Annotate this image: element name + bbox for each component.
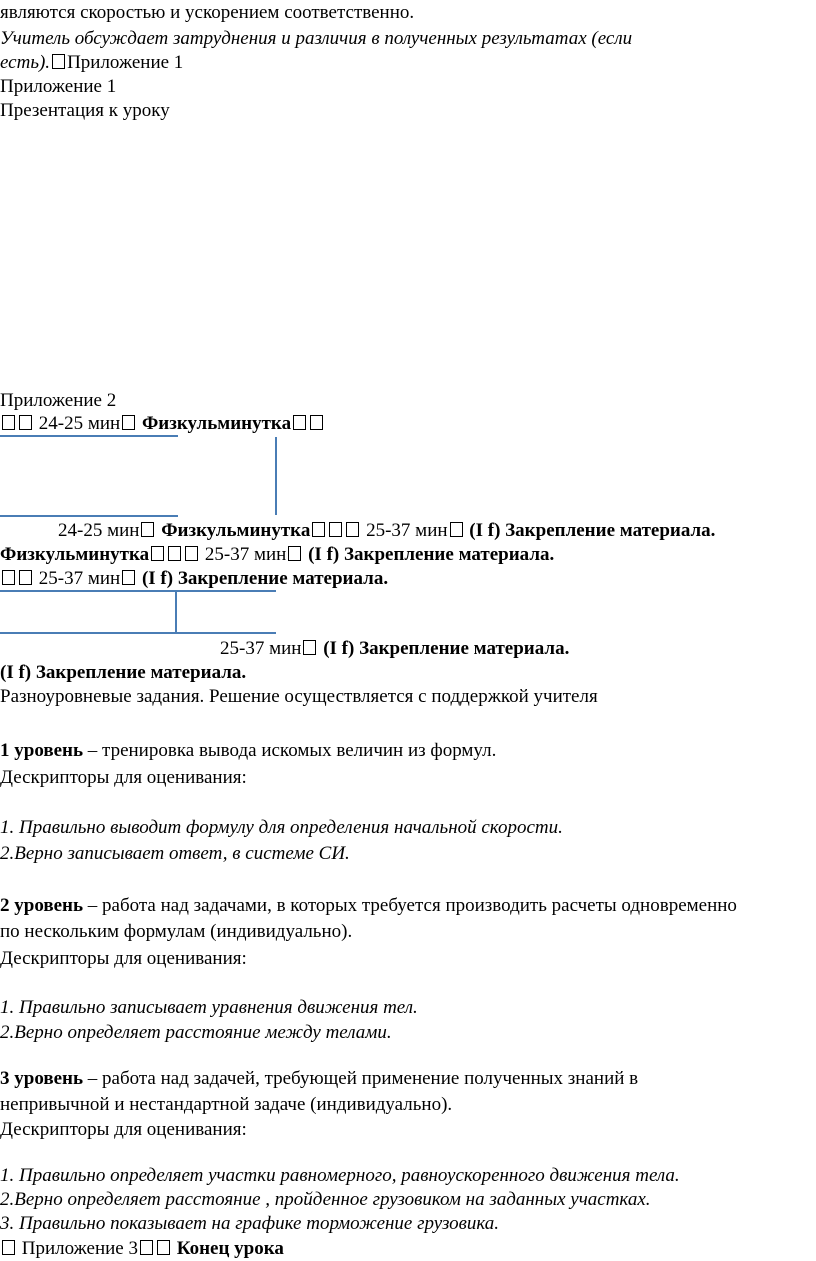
stage-line [0, 568, 388, 590]
descriptor-item: 1. Правильно записывает уравнения движения тел. [0, 997, 418, 1018]
missing-glyph-icon [329, 522, 342, 537]
diagram-rule [0, 515, 178, 517]
stage-time: 25-37 мин [220, 638, 302, 659]
descriptor-item: 1. Правильно выводит формулу для определения начальной скорости. [0, 817, 563, 838]
missing-glyph-icon [19, 415, 32, 430]
presentation-heading: Презентация к уроку [0, 100, 170, 121]
level-3 [0, 1068, 638, 1090]
missing-glyph-icon [122, 415, 135, 430]
missing-glyph-icon [288, 546, 301, 561]
descriptor-item: 1. Правильно определяет участки равномерного, равноускоренного движения тела. [0, 1165, 680, 1186]
missing-glyph-icon [450, 522, 463, 537]
missing-glyph-icon [122, 570, 135, 585]
text-line: Разноуровневые задания. Решение осуществляется с поддержкой учителя [0, 686, 598, 707]
missing-glyph-icon [2, 1240, 15, 1255]
stage-time: 24-25 мин [38, 413, 121, 434]
missing-glyph-icon [312, 522, 325, 537]
diagram-rule [175, 592, 177, 632]
descriptor-item: 2.Верно записывает ответ, в системе СИ. [0, 843, 350, 864]
stage-time: 24-25 мин [58, 520, 140, 541]
stage-title: Физкульминутка [161, 520, 311, 541]
missing-glyph-icon [52, 54, 65, 69]
descriptors-heading: Дескрипторы для оценивания: [0, 767, 247, 788]
missing-glyph-icon [141, 522, 154, 537]
level-text: – работа над задачами, в которых требуется производить расчеты одновременно [83, 895, 737, 916]
missing-glyph-icon [303, 640, 316, 655]
level-text: – работа над задачей, требующей применение полученных знаний в [83, 1068, 639, 1089]
descriptors-heading: Дескрипторы для оценивания: [0, 948, 247, 969]
stage-line [220, 638, 569, 660]
stage-time: 25-37 мин [204, 544, 287, 565]
stage-title: (I f) Закрепление материала. [141, 568, 389, 589]
missing-glyph-icon [185, 546, 198, 561]
text-line [0, 52, 183, 74]
appendix-ref: Приложение 1 [67, 52, 184, 73]
missing-glyph-icon [157, 1240, 170, 1255]
descriptor-item: 2.Верно определяет расстояние , пройденное грузовиком на заданных участках. [0, 1189, 651, 1210]
stage-line [58, 520, 715, 542]
appendix-heading: Приложение 2 [0, 390, 117, 411]
diagram-rule [0, 435, 178, 437]
stage-time: 25-37 мин [366, 520, 448, 541]
stage-time: 25-37 мин [38, 568, 121, 589]
level-text: – тренировка вывода искомых величин из формул. [83, 740, 497, 761]
appendix-heading: Приложение 1 [0, 76, 117, 97]
missing-glyph-icon [310, 415, 323, 430]
stage-line [0, 544, 554, 566]
missing-glyph-icon [151, 546, 164, 561]
diagram-rule [0, 590, 276, 592]
text-line-italic: Учитель обсуждает затруднения и различия в полученных результатах (если [0, 28, 633, 49]
diagram-rule [0, 632, 276, 634]
missing-glyph-icon [140, 1240, 153, 1255]
level-label: 2 уровень [0, 895, 84, 916]
level-label: 3 уровень [0, 1068, 84, 1089]
stage-title: (I f) Закрепление материала. [323, 638, 570, 659]
stage-title: (I f) Закрепление материала. [469, 520, 716, 541]
level-2 [0, 895, 737, 917]
stage-line [0, 413, 325, 435]
diagram-rule [275, 437, 277, 515]
descriptor-item: 3. Правильно показывает на графике торможение грузовика. [0, 1213, 500, 1234]
missing-glyph-icon [2, 570, 15, 585]
missing-glyph-icon [19, 570, 32, 585]
level-text: непривычной и нестандартной задаче (индивидуально). [0, 1094, 453, 1115]
text-italic: есть). [0, 52, 51, 73]
stage-title: (I f) Закрепление материала. [308, 544, 555, 565]
end-of-lesson: Конец урока [176, 1238, 284, 1259]
level-label: 1 уровень [0, 740, 84, 761]
missing-glyph-icon [346, 522, 359, 537]
missing-glyph-icon [293, 415, 306, 430]
final-line [0, 1238, 284, 1260]
appendix-ref: Приложение 3 [21, 1238, 138, 1259]
level-1 [0, 740, 496, 762]
missing-glyph-icon [168, 546, 181, 561]
stage-title: (I f) Закрепление материала. [0, 662, 247, 683]
stage-title: Физкульминутка [141, 413, 292, 434]
missing-glyph-icon [2, 415, 15, 430]
descriptor-item: 2.Верно определяет расстояние между телами. [0, 1022, 392, 1043]
level-text: по нескольким формулам (индивидуально). [0, 921, 353, 942]
stage-title: Физкульминутка [0, 544, 150, 565]
text-line: являются скоростью и ускорением соответственно. [0, 2, 415, 23]
descriptors-heading: Дескрипторы для оценивания: [0, 1119, 247, 1140]
